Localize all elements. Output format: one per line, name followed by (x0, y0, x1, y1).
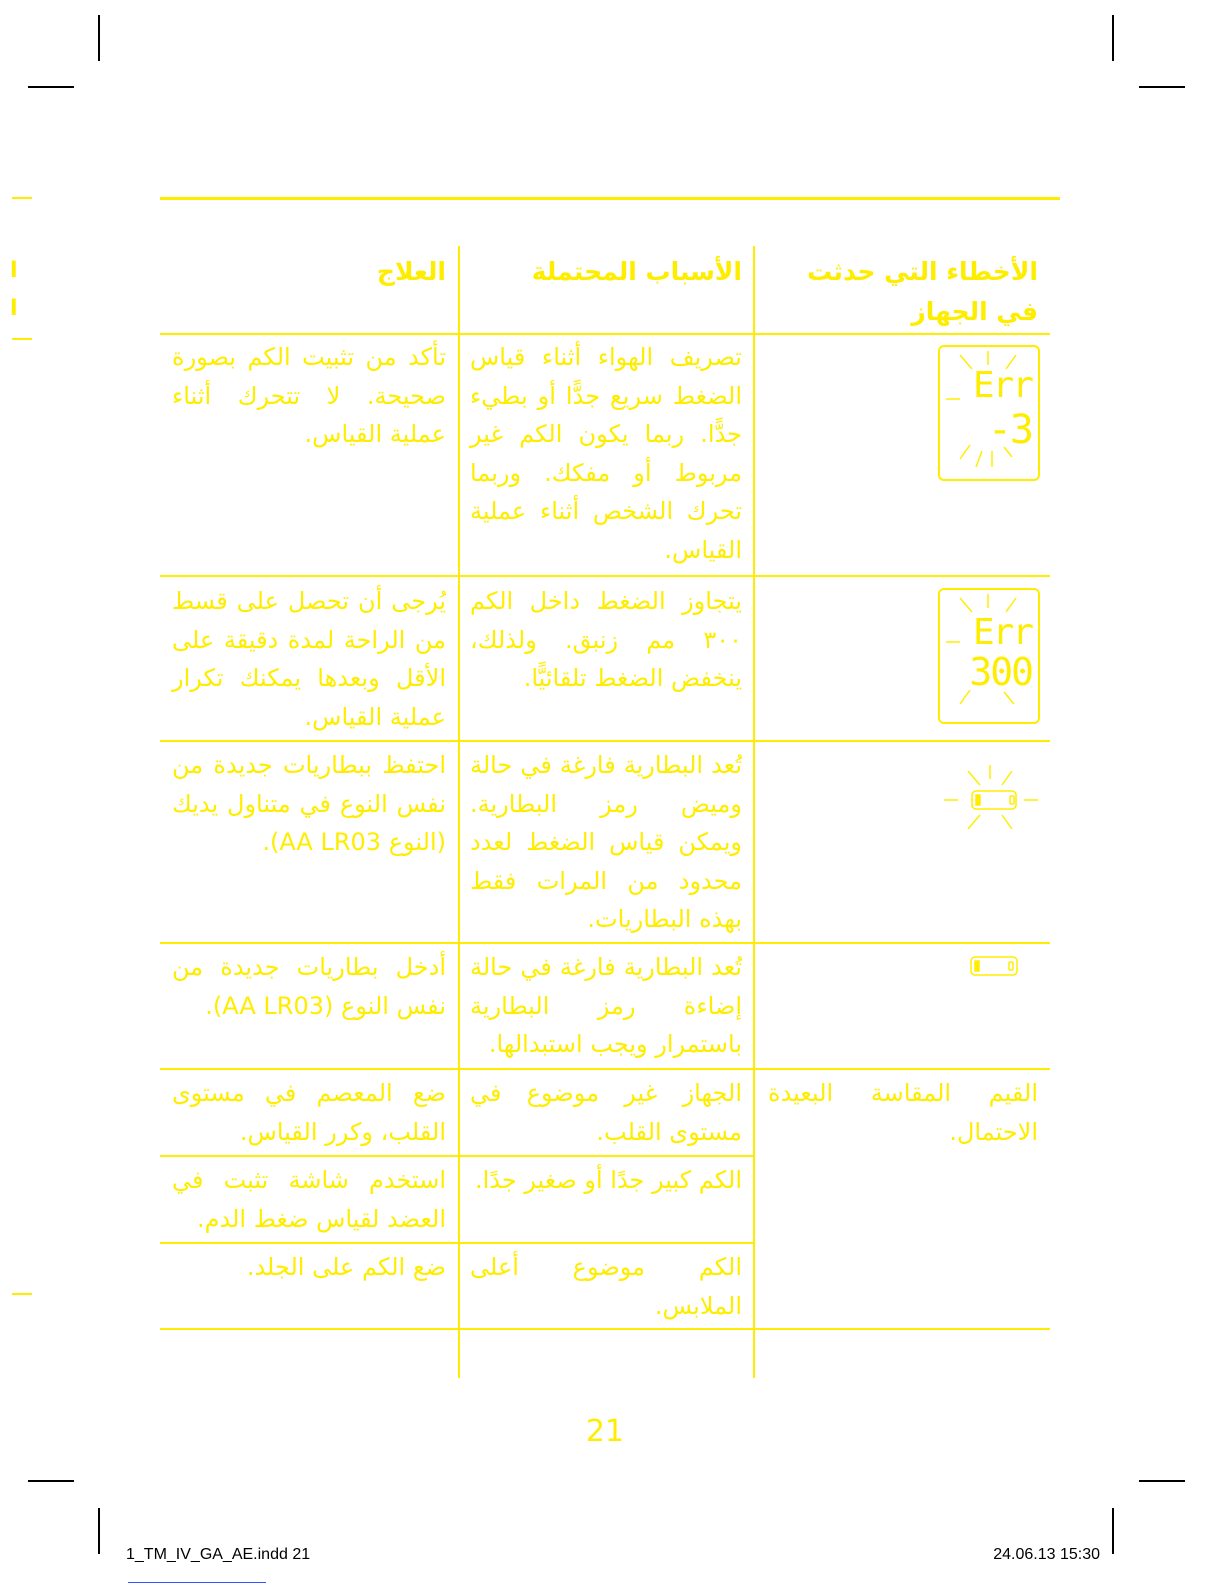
crop-mark (1139, 1480, 1185, 1482)
row-divider (160, 942, 1050, 944)
edge-mark (12, 197, 32, 199)
row-divider (160, 1242, 755, 1244)
cause-text: الكم موضوع أعلى الملابس. (470, 1253, 742, 1320)
row-divider (160, 1155, 755, 1157)
crop-mark (28, 86, 74, 88)
header-causes: الأسباب المحتملة (531, 257, 742, 286)
page-number: 21 (585, 1414, 625, 1449)
remedy-text: يُرجى أن تحصل على قسط من الراحة لمدة دقيقة على الأقل وبعدها يمكنك تكرار عملية القياس. (172, 587, 446, 731)
crop-mark (98, 15, 100, 61)
header-errors: الأخطاء التي حدثت في الجهاز (807, 257, 1038, 326)
remedy-text: استخدم شاشة تثبت في العضد لقياس ضغط الدم. (172, 1166, 446, 1233)
lcd-error-display (938, 345, 1040, 481)
top-rule (160, 197, 1060, 200)
edge-mark (12, 338, 32, 340)
edge-char: ا (10, 296, 18, 321)
row-divider (160, 1328, 1050, 1330)
cause-text: الكم كبير جدًا أو صغير جدًا. (474, 1166, 742, 1194)
battery-blinking-icon (940, 765, 1040, 835)
remedy-text: ضع المعصم في مستوى القلب، وكرر القياس. (172, 1079, 446, 1146)
header-remedy: العلاج (376, 257, 446, 286)
row-divider (160, 740, 1050, 742)
lcd-line2: 300 (969, 650, 1032, 694)
edge-char: ا (10, 258, 18, 283)
cause-text: الجهاز غير موضوع في مستوى القلب. (470, 1079, 742, 1146)
battery-icon (968, 953, 1020, 979)
remedy-text: احتفظ ببطاريات جديدة من نفس النوع في متناول يديك (النوع AA LR03). (172, 751, 446, 856)
footer-date: 24.06.13 15:30 (993, 1546, 1100, 1563)
lcd-line1: Err (972, 365, 1032, 406)
cause-text: تصريف الهواء أثناء قياس الضغط سريع جدًّا أو بطيء جدًّا. ربما يكون الكم غير مربوط أو مفكك. وربما تحرك الشخص أثناء عملية القياس. (470, 343, 742, 564)
lcd-line2: -3 (987, 407, 1032, 453)
crop-mark (98, 1508, 100, 1554)
cause-text: يتجاوز الضغط داخل الكم ٣٠٠ مم زنبق. ولذلك، ينخفض الضغط تلقائيًّا. (470, 587, 742, 692)
lcd-line1: Err (972, 612, 1032, 653)
column-divider (753, 246, 755, 1378)
remedy-text: تأكد من تثبيت الكم بصورة صحيحة. لا تتحرك أثناء عملية القياس. (172, 343, 446, 448)
footer-filename: 1_TM_IV_GA_AE.indd 21 (126, 1546, 311, 1563)
cause-text: تُعد البطارية فارغة في حالة إضاءة رمز البطارية باستمرار ويجب استبدالها. (470, 953, 742, 1058)
crop-mark (1112, 1508, 1114, 1554)
edge-mark (12, 1293, 32, 1295)
row-divider (160, 333, 1050, 335)
column-divider (458, 246, 460, 1378)
remedy-text: ضع الكم على الجلد. (246, 1253, 446, 1281)
implausible-label: القيم المقاسة البعيدة الاحتمال. (768, 1079, 1038, 1146)
footer-link-underline (128, 1582, 266, 1583)
remedy-text: أدخل بطاريات جديدة من نفس النوع (AA LR03). (172, 953, 446, 1020)
crop-mark (28, 1480, 74, 1482)
crop-mark (1112, 15, 1114, 61)
crop-mark (1139, 86, 1185, 88)
row-divider (160, 1068, 1050, 1070)
row-divider (160, 575, 1050, 577)
lcd-error-display (938, 588, 1040, 724)
cause-text: تُعد البطارية فارغة في حالة وميض رمز البطارية. ويمكن قياس الضغط لعدد محدود من المرات فقط بهذه البطاريات. (470, 751, 742, 933)
